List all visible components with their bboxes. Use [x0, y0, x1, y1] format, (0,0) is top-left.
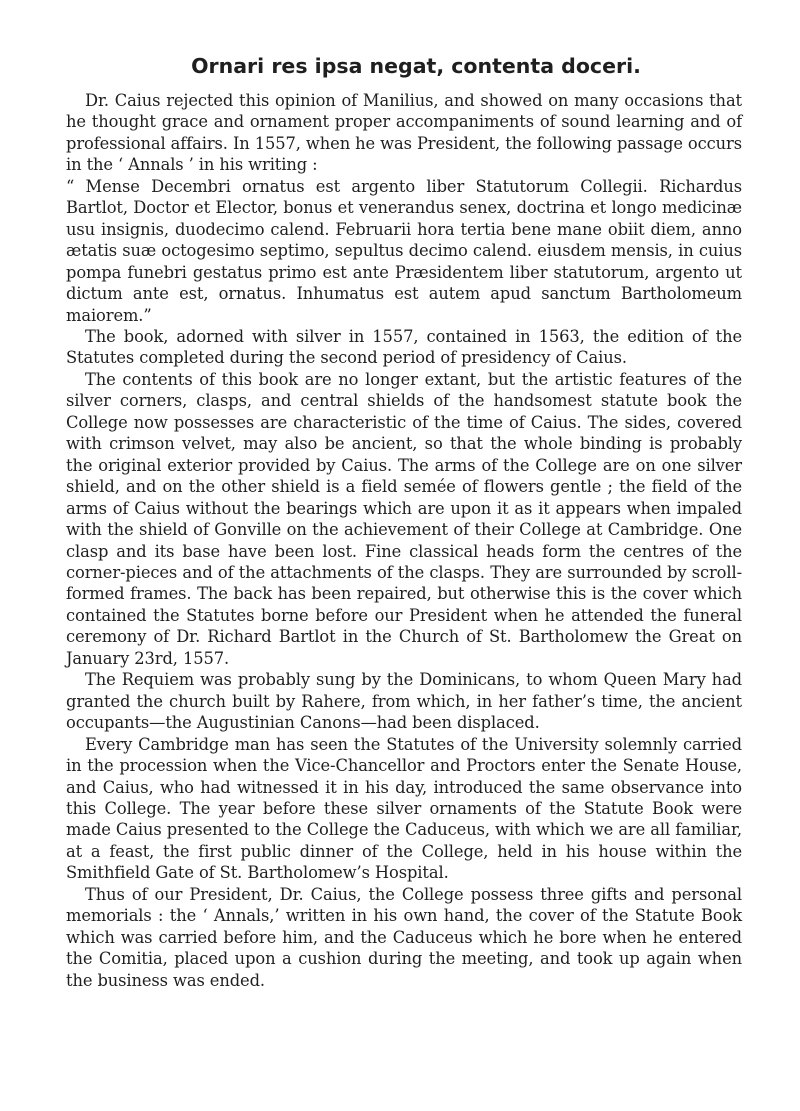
paragraph-4: The contents of this book are no longer extant, but the artistic features of the silver corners, clasps, and central shields of the handsomest statute book the College now possesses are characteristic of the time of Caius. The sides, covered with crimson velvet, may also be ancient, so that the whole binding is probably the original exterior provided by Caius. The arms of the College are on one silver shield, and on the other shield is a field semée of flowers gentle ; the field of the arms of Caius without the bearings which are upon it as it appears when impaled with the shield of Gonville on the achievement of their College at Cambridge. One clasp and its base have been lost. Fine classical heads form the centres of the corner-pieces and of the attachments of the clasps. They are surrounded by scroll-formed frames. The back has been repaired, but otherwise this is the cover which contained the Statutes borne before our President when he attended the funeral ceremony of Dr. Richard Bartlot in the Church of St. Bartholomew the Great on January 23rd, 1557.	[66, 369, 742, 668]
paragraph-7: Thus of our President, Dr. Caius, the College possess three gifts and personal memorials : the ‘ Annals,’ written in his own hand, the cover of the Statute Book which was carried before him, and the Caduceus which he bore when he entered the Comitia, placed upon a cushion during the meeting, and took up again when the business was ended.	[66, 884, 742, 990]
paragraph-3: The book, adorned with silver in 1557, contained in 1563, the edition of the Statutes completed during the second period of presidency of Caius.	[66, 326, 742, 368]
paragraph-5: The Requiem was probably sung by the Dominicans, to whom Queen Mary had granted the church built by Rahere, from which, in her father’s time, the ancient occupants—the Augustinian Canons—had been displaced.	[66, 670, 742, 733]
paragraph-6: Every Cambridge man has seen the Statutes of the University solemnly carried in the procession when the Vice-Chancellor and Proctors enter the Senate House, and Caius, who had witnessed it in his day, introduced the same observance into this College. The year before these silver ornaments of the Statute Book were made Caius presented to the College the Caduceus, with which we are all familiar, at a feast, the first public dinner of the College, held in his house within the Smithfield Gate of St. Bartholomew’s Hospital.	[66, 734, 742, 883]
page-heading: Ornari res ipsa negat, contenta doceri.	[191, 54, 641, 78]
paragraph-1: Dr. Caius rejected this opinion of Manilius, and showed on many occasions that he thought grace and ornament proper accompaniments of sound learning and of professional affairs. In 1557, when he was President, the following passage occurs in the ‘ Annals ’ in his writing :	[66, 91, 742, 175]
latin-quotation: “ Mense Decembri ornatus est argento liber Statutorum Collegii. Richardus Bartlot, Doctor et Elector, bonus et venerandus senex, doctrina et longo medicinæ usu insignis, duodecimo calend. Februarii hora tertia bene mane obiit diem, anno ætatis suæ octogesimo septimo, sepultus decimo calend. eiusdem mensis, in cuius pompa funebri gestatus primo est ante Præsidentem liber statutorum, argento ut dictum ante est, ornatus. Inhumatus est autem apud sanctum Bartholomeum maiorem.”	[66, 176, 742, 325]
document-page	[66, 52, 742, 991]
